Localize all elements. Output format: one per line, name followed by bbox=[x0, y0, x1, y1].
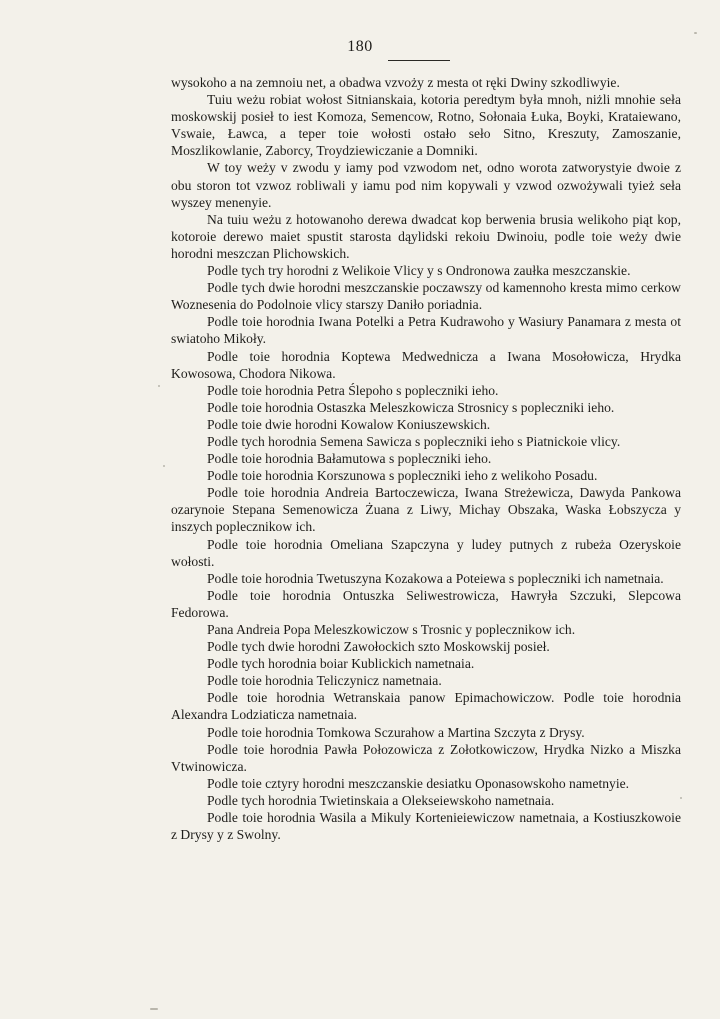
paragraph: Tuiu weżu robiat wołost Sitnianskaia, kotoria peredtym była mnoh, niżli mnohie seła moskowskij posieł to iest Komoza, Semencow, Rotno, Sołonaia Łuka, Boyki, Krataiewano, Vswaie, Ławca, a teper toie wołosti ostało seło Sitno, Kreszuty, Zamoszanie, Moszlikowlanie, Zaborcy, Troydziewiczanie a Domniki. bbox=[171, 92, 681, 159]
paragraph: Podle toie horodnia Petra Ślepoho s poplecznikі ieho. bbox=[207, 382, 499, 398]
paragraph: Na tuiu weżu z hotowanoho derewa dwadcat kop berwenia brusia welikoho piąt kop, kotoroie derewo maiet spustit starosta dąylidski rekoiu Dwinoiu, podle toie weży dwie horodni meszczan Plichowskich. bbox=[171, 211, 681, 261]
paragraph: Podle toie horodnia Korszunowa s poplecznikі ieho z welikoho Posadu. bbox=[207, 468, 598, 484]
paragraph: Podle toie horodnia Wasila a Mikuly Kortenieiewiczow nametnaia, a Kostiuszkowoie z Drysy y z Swolny. bbox=[171, 810, 681, 843]
paragraph: Podle toie horodnia Iwana Potelki a Petra Kudrawoho y Wasiury Panamara z mesta ot swiatoho Mikoły. bbox=[171, 314, 681, 347]
paragraph: Podle tych dwie horodni meszczanskie poczawszy od kamennoho kresta mimo cerkow Woznesenia do Podolnoie vlicy starszy Daniło poriadnia. bbox=[171, 280, 681, 313]
header-rule bbox=[388, 60, 450, 61]
text-body bbox=[171, 74, 681, 843]
page-number: 180 bbox=[347, 38, 373, 55]
paragraph: Podle toie horodnia Teliczynicz nametnaia. bbox=[207, 673, 442, 689]
paragraph: Podle tych dwie horodni Zawołockich szto Moskowskij posieł. bbox=[207, 639, 550, 655]
paragraph: Podle tych horodnia Semena Sawicza s poplecznikі ieho s Piatnickoie vlicy. bbox=[207, 433, 621, 449]
paragraph: Podle toie horodnia Pawła Połozowicza z Zołotkowiczow, Hrydka Nizko a Miszka Vtwinowicza. bbox=[171, 741, 681, 774]
paper-speck bbox=[150, 1008, 158, 1010]
paragraph: Podle tych try horodni z Welikoie Vlicy y s Ondronowa zaułka meszczanskie. bbox=[207, 263, 631, 279]
paper-speck bbox=[158, 385, 160, 387]
paragraph: Podle toie horodnia Ontuszka Seliwestrowicza, Hawryła Szczuki, Slepcowa Fedorowa. bbox=[171, 587, 681, 620]
paragraph: Pana Andreia Popa Meleszkowiczow s Trosnic y poplecznikow ich. bbox=[207, 622, 576, 637]
paragraph: Podle tych horodnia Twietinskaia a Olekseiewskoho nametnaia. bbox=[207, 792, 555, 808]
paragraph: Podle toie horodnia Wetranskaia panow Epimachowiczow. Podle toie horodnia Alexandra Lodziaticza nametnaia. bbox=[171, 690, 681, 723]
paper-speck bbox=[694, 32, 697, 34]
paper-speck bbox=[163, 465, 165, 467]
paragraph: Podle toie horodnia Ostaszka Meleszkowicza Strosnicy s poplecznikі ieho. bbox=[207, 399, 615, 415]
paragraph: Podle toie dwie horodni Kowalow Koniuszewskich. bbox=[207, 416, 491, 432]
paragraph: W toy weży v zwodu y iamy pod vzwodom net, odno worota zatworystyie dwoie z obu storon tot vzwoz robliwali y iamu pod nim kopywali y vzwod ozwożywali tyież seła wyszey menenyie. bbox=[171, 160, 681, 210]
paper-speck bbox=[680, 797, 682, 799]
paragraph: Podle tych horodnia boiar Kublickich nametnaia. bbox=[207, 656, 475, 672]
paragraph: wysokoho a na zemnoiu net, a obadwa vzvożу z mesta ot ręki Dwiny szkodliwyie. bbox=[171, 75, 620, 90]
paragraph: Podle toie horodnia Tomkowa Sczurahow a Martina Szczyta z Drysy. bbox=[207, 724, 585, 740]
paragraph: Podle toie cztyry horodni meszczanskie desiatku Oponasowskoho nametnyie. bbox=[207, 775, 630, 791]
paragraph: Podle toie horodnia Koptewa Medwednicza a Iwana Mosołowicza, Hrydka Kowosowa, Chodora Nikowa. bbox=[171, 348, 681, 381]
paragraph: Podle toie horodnia Twetuszyna Kozakowa a Poteiewa s poplecznikі ich nametnaia. bbox=[207, 570, 664, 586]
paragraph: Podle toie horodnia Bałamutowa s poplecznikі ieho. bbox=[207, 451, 492, 467]
paragraph: Podle toie horodnia Andreia Bartoczewicza, Iwana Streżewicza, Dawyda Pankowa ozarynoie Stepana Semenowicza Żuana z Liwy, Michay Obszaka, Waska Łobszycza y inszych poplecznikow ich. bbox=[171, 485, 681, 535]
paragraph: Podle toie horodnia Omeliana Szapczyna y ludey putnych z rubeża Ozeryskoie wołosti. bbox=[171, 536, 681, 569]
